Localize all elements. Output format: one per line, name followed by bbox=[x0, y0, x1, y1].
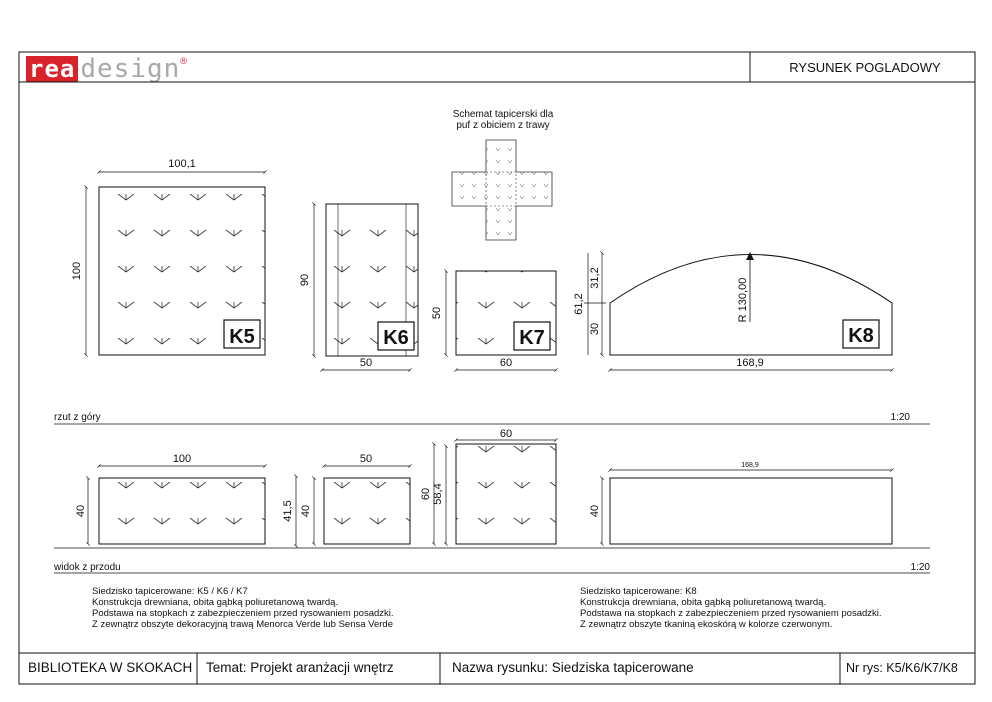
k7-width-dim: 60 bbox=[499, 357, 513, 369]
k5-front-view bbox=[88, 466, 265, 544]
upholstery-note-line1: Schemat tapicerski dla bbox=[452, 109, 554, 120]
drawing-type-title: RYSUNEK POGLADOWY bbox=[789, 60, 941, 75]
description-line: Podstawa na stopkach z zabezpieczeniem przed rysowaniem posadzki. bbox=[580, 608, 882, 619]
front-view-section-label: widok z przodu bbox=[54, 562, 121, 573]
footer-drawing-number bbox=[846, 653, 958, 683]
k7-front-view bbox=[434, 440, 556, 544]
description-line: Z zewnątrz obszyte tkaniną ekoskórą w kolorze czerwonym. bbox=[580, 619, 833, 630]
k8-width-dim: 168,9 bbox=[736, 357, 764, 369]
drawing-number-label: Nr rys: bbox=[846, 661, 883, 675]
k5-front-width-dim: 100 bbox=[172, 453, 192, 465]
description-k8 bbox=[580, 586, 882, 630]
k6-front-outer-height-dim: 41,5 bbox=[282, 500, 294, 522]
description-line: Konstrukcja drewniana, obita gąbką poliuretanową twardą. bbox=[92, 597, 339, 608]
logo-registered-mark: ® bbox=[180, 56, 187, 66]
footer-project: BIBLIOTEKA W SKOKACH bbox=[28, 660, 193, 675]
k8-base-height-dim: 30 bbox=[589, 322, 601, 336]
k6-width-dim: 50 bbox=[359, 357, 373, 369]
description-k5-k6-k7 bbox=[92, 586, 394, 630]
k5-height-dim: 100 bbox=[71, 261, 83, 281]
logo-rea: rea bbox=[26, 56, 78, 82]
k5-front-height-dim: 40 bbox=[75, 504, 87, 518]
k8-radius-dim: R 130,00 bbox=[737, 277, 749, 323]
description-line: Konstrukcja drewniana, obita gąbką poliuretanową twardą. bbox=[580, 597, 827, 608]
k5-width-dim: 100,1 bbox=[168, 158, 196, 170]
front-view-scale: 1:20 bbox=[910, 562, 930, 573]
upholstery-note-line2: puf z obiciem z trawy bbox=[456, 120, 550, 131]
k8-label: K8 bbox=[848, 325, 874, 347]
k8-front-view bbox=[602, 470, 892, 544]
k8-arc-height-dim: 31,2 bbox=[589, 267, 601, 289]
footer-topic: Temat: Projekt aranżacji wnętrz bbox=[206, 660, 394, 675]
description-line: Siedzisko tapicerowane: K8 bbox=[580, 586, 697, 597]
logo-design: design bbox=[80, 54, 181, 84]
k5-label: K5 bbox=[229, 326, 255, 348]
k8-front-height-dim: 40 bbox=[589, 504, 601, 518]
k6-label: K6 bbox=[383, 327, 409, 349]
k6-height-dim: 90 bbox=[299, 273, 311, 287]
k7-label: K7 bbox=[519, 327, 545, 349]
description-line: Siedzisko tapicerowane: K5 / K6 / K7 bbox=[92, 586, 248, 597]
k7-height-dim: 50 bbox=[431, 306, 443, 320]
drawing-number-value: K5/K6/K7/K8 bbox=[886, 661, 958, 675]
k6-front-width-dim: 50 bbox=[359, 453, 373, 465]
k7-top-view bbox=[446, 271, 556, 370]
k7-front-width-dim: 60 bbox=[499, 428, 513, 440]
k7-front-height-dim: 60 bbox=[420, 487, 432, 501]
top-view-section-label: rzut z góry bbox=[54, 412, 101, 423]
footer-drawing-name: Nazwa rysunku: Siedziska tapicerowane bbox=[452, 660, 694, 675]
description-line: Podstawa na stopkach z zabezpieczeniem przed rysowaniem posadzki. bbox=[92, 608, 394, 619]
description-line: Z zewnątrz obszyte dekoracyjną trawą Menorca Verde lub Sensa Verde bbox=[92, 619, 393, 630]
top-view-scale: 1:20 bbox=[890, 412, 910, 423]
k8-front-width-dim: 168,9 bbox=[741, 462, 759, 469]
k7-front-inner-height-dim: 58,4 bbox=[432, 483, 444, 505]
k6-front-height-dim: 40 bbox=[300, 504, 312, 518]
k8-total-height-dim: 61,2 bbox=[573, 293, 585, 315]
k6-front-view bbox=[296, 466, 410, 546]
upholstery-scheme-cross bbox=[452, 140, 552, 240]
